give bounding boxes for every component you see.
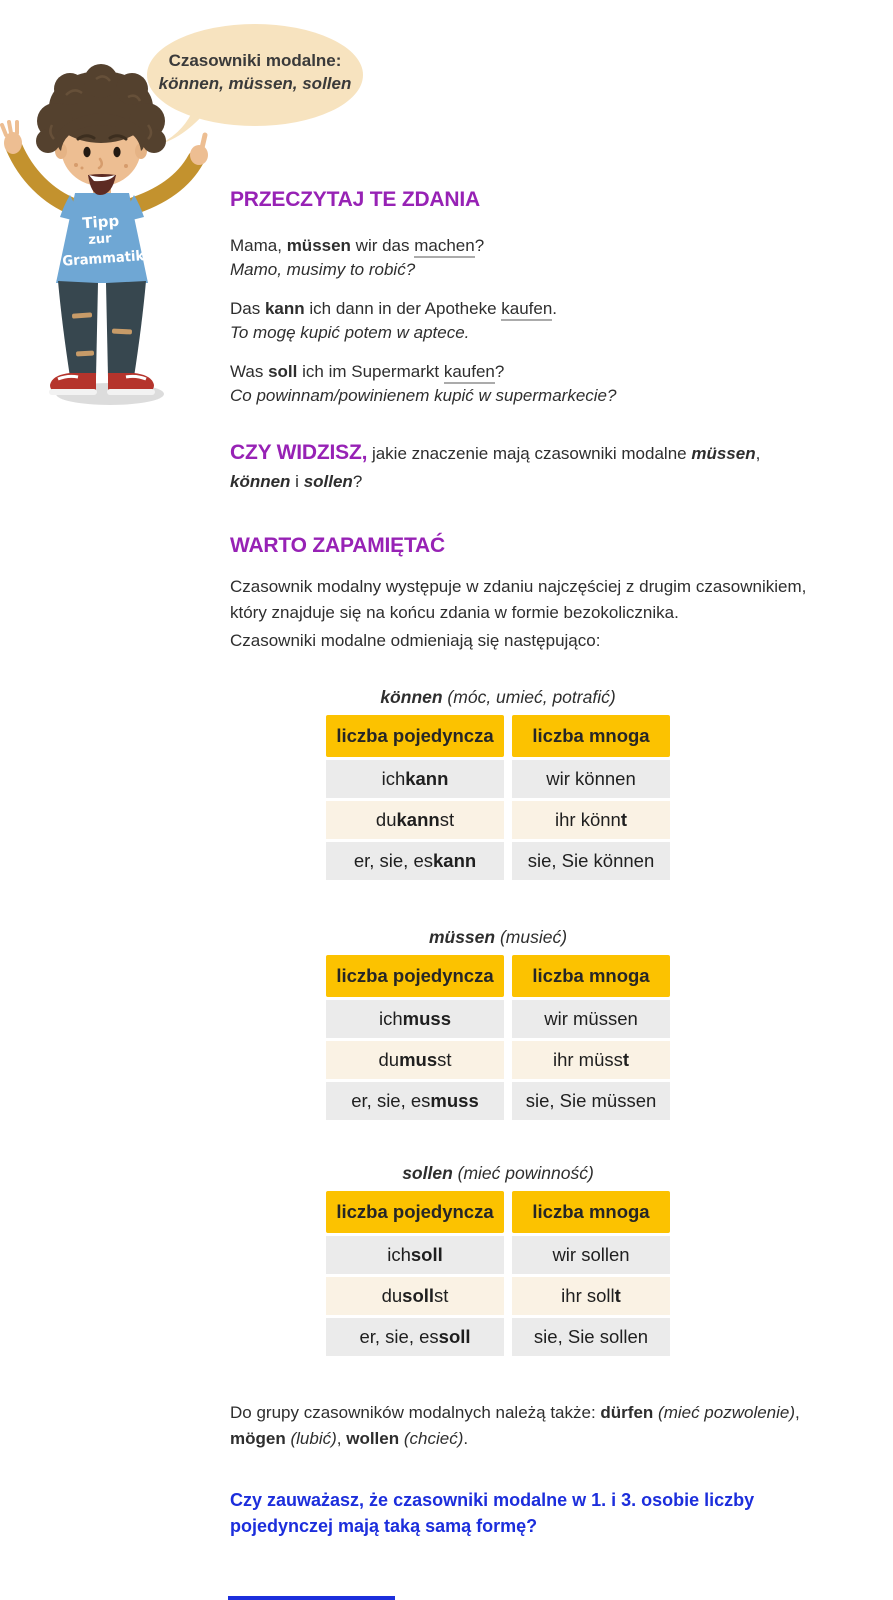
sentence-pl-1: Mamo, musimy to robić? bbox=[230, 260, 416, 279]
table-cell: sie, Sie können bbox=[512, 842, 670, 880]
heading-czy-widzisz: CZY WIDZISZ, bbox=[230, 441, 368, 464]
mascot-illustration bbox=[0, 55, 240, 415]
column-header-plural: liczba mnoga bbox=[512, 1191, 670, 1233]
table-cell: er, sie, es soll bbox=[326, 1318, 504, 1356]
table-cell: er, sie, es kann bbox=[326, 842, 504, 880]
column-header-singular: liczba pojedyncza bbox=[326, 1191, 504, 1233]
table-cell: du soll st bbox=[326, 1277, 504, 1315]
conjugation-intro: Czasowniki modalne odmieniają się następująco: bbox=[230, 631, 601, 650]
column-header-singular: liczba pojedyncza bbox=[326, 955, 504, 997]
table-cell: sie, Sie sollen bbox=[512, 1318, 670, 1356]
table-cell: er, sie, es muss bbox=[326, 1082, 504, 1120]
sentence-pl-3: Co powinnam/powinienem kupić w supermarkecie? bbox=[230, 386, 617, 405]
table-cell: du kann st bbox=[326, 801, 504, 839]
table-cell: ich soll bbox=[326, 1236, 504, 1274]
shirt-text-line3: Grammatik bbox=[61, 247, 151, 270]
table-cell: ich kann bbox=[326, 760, 504, 798]
see-section-text: jakie znaczenie mają czasowniki modalne müssen, können i sollen? bbox=[230, 444, 761, 491]
shirt-text-line1: Tipp bbox=[81, 211, 120, 233]
sentence-de-1: Mama, müssen wir das machen? bbox=[230, 235, 484, 258]
column-header-plural: liczba mnoga bbox=[512, 715, 670, 757]
modal-verbs-note: Do grupy czasowników modalnych należą także: dürfen (mieć pozwolenie), mögen (lubić), wollen (chcieć). bbox=[230, 1403, 800, 1448]
blue-question: Czy zauważasz, że czasowniki modalne w 1. i 3. osobie liczby pojedynczej mają taką samą formę? bbox=[230, 1490, 755, 1537]
table-cell: ihr könn t bbox=[512, 801, 670, 839]
table-title-sollen: sollen (mieć powinność) bbox=[402, 1163, 594, 1183]
sentence-pl-2: To mogę kupić potem w aptece. bbox=[230, 323, 470, 342]
see-section bbox=[230, 437, 893, 494]
bubble-line-1: Czasowniki modalne: bbox=[168, 51, 342, 70]
column-header-plural: liczba mnoga bbox=[512, 955, 670, 997]
sentence-de-2: Das kann ich dann in der Apotheke kaufen. bbox=[230, 298, 557, 321]
heading-przeczytaj: PRZECZYTAJ TE ZDANIA bbox=[230, 188, 480, 211]
conjugation-table-koennen bbox=[326, 686, 670, 880]
warto-paragraph: Czasownik modalny występuje w zdaniu najczęściej z drugim czasownikiem, który znajduje się na końcu zdania w formie bezokolicznika. bbox=[230, 577, 807, 622]
sentence-de-3: Was soll ich im Supermarkt kaufen? bbox=[230, 361, 504, 384]
column-header-singular: liczba pojedyncza bbox=[326, 715, 504, 757]
conjugation-table-muessen bbox=[326, 926, 670, 1120]
table-cell: sie, Sie müssen bbox=[512, 1082, 670, 1120]
table-cell: wir sollen bbox=[512, 1236, 670, 1274]
table-cell: ihr soll t bbox=[512, 1277, 670, 1315]
heading-warto: WARTO ZAPAMIĘTAĆ bbox=[230, 534, 445, 557]
mascot-jeans bbox=[58, 281, 146, 377]
table-title-koennen: können (móc, umieć, potrafić) bbox=[380, 687, 616, 707]
bottom-partial-element bbox=[228, 1596, 395, 1600]
table-cell: wir müssen bbox=[512, 1000, 670, 1038]
table-cell: du mus st bbox=[326, 1041, 504, 1079]
shirt-text-line2: zur bbox=[87, 231, 113, 248]
table-cell: wir können bbox=[512, 760, 670, 798]
bubble-line-2: können, müssen, sollen bbox=[158, 73, 352, 93]
table-cell: ich muss bbox=[326, 1000, 504, 1038]
conjugation-table-sollen bbox=[326, 1162, 670, 1356]
table-cell: ihr müss t bbox=[512, 1041, 670, 1079]
table-title-muessen: müssen (musieć) bbox=[428, 927, 568, 947]
